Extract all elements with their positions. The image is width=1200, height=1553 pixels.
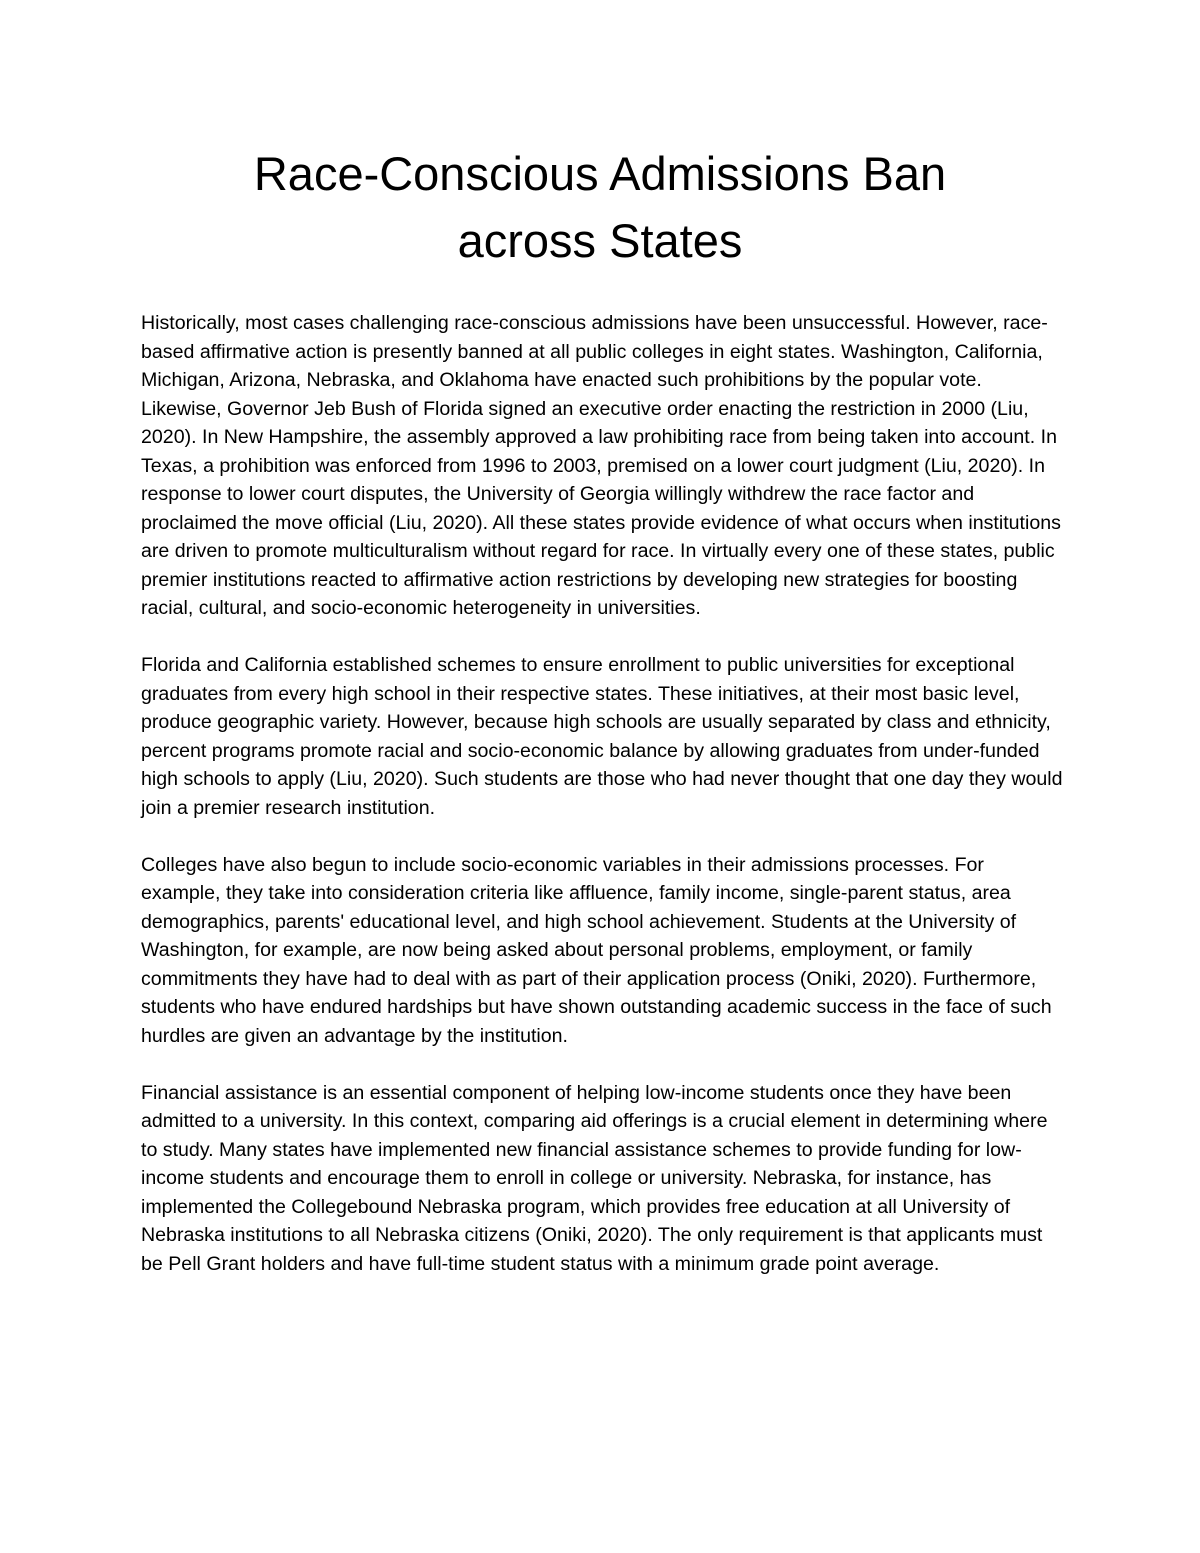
document-body	[141, 309, 1066, 1307]
paragraph-4: Financial assistance is an essential component of helping low-income students once they have been admitted to a university. In this context, comparing aid offerings is a crucial element in determining where to study. Many states have implemented new financial assistance schemes to provide funding for low-income students and encourage them to enroll in college or university. Nebraska, for instance, has implemented the Collegebound Nebraska program, which provides free education at all University of Nebraska institutions to all Nebraska citizens (Oniki, 2020). The only requirement is that applicants must be Pell Grant holders and have full-time student status with a minimum grade point average.	[141, 1081, 1048, 1275]
paragraph-2: Florida and California established schemes to ensure enrollment to public universities for exceptional graduates from every high school in their respective states. These initiatives, at their most basic level, produce geographic variety. However, because high schools are usually separated by class and ethnicity, percent programs promote racial and socio-economic balance by allowing graduates from under-funded high schools to apply (Liu, 2020). Such students are those who had never thought that one day they would join a premier research institution.	[141, 654, 1063, 819]
title-line-1: Race-Conscious Admissions Ban	[253, 147, 947, 200]
paragraph-1: Historically, most cases challenging race-conscious admissions have been unsuccessful. However, race-based affirmative action is presently banned at all public colleges in eight states. Washington, California, Michigan, Arizona, Nebraska, and Oklahoma have enacted such prohibitions by the popular vote. Likewise, Governor Jeb Bush of Florida signed an executive order enacting the restriction in 2000 (Liu, 2020). In New Hampshire, the assembly approved a law prohibiting race from being taken into account. In Texas, a prohibition was enforced from 1996 to 2003, premised on a lower court judgment (Liu, 2020). In response to lower court disputes, the University of Georgia willingly withdrew the race factor and proclaimed the move official (Liu, 2020). All these states provide evidence of what occurs when institutions are driven to promote multiculturalism without regard for race. In virtually every one of these states, public premier institutions reacted to affirmative action restrictions by developing new strategies for boosting racial, cultural, and socio-economic heterogeneity in universities.	[141, 312, 1061, 619]
title-line-2: across States	[457, 214, 743, 267]
document-title	[200, 140, 1000, 274]
paragraph-3: Colleges have also begun to include socio-economic variables in their admissions processes. For example, they take into consideration criteria like affluence, family income, single-parent status, area demographics, parents' educational level, and high school achievement. Students at the University of Washington, for example, are now being asked about personal problems, employment, or family commitments they have had to deal with as part of their application process (Oniki, 2020). Furthermore, students who have endured hardships but have shown outstanding academic success in the face of such hurdles are given an advantage by the institution.	[141, 853, 1052, 1047]
